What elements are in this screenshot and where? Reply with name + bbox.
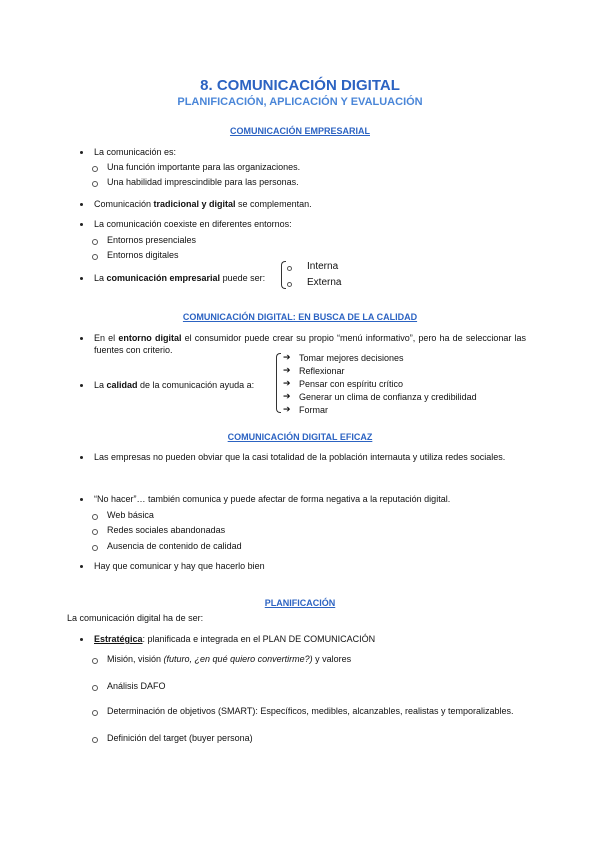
bullet-dot: [80, 638, 83, 641]
sub-list-item: Una función importante para las organizaciones.: [107, 162, 301, 172]
sub-bullet-circle: [287, 282, 292, 287]
quality-item: Generar un clima de confianza y credibilidad: [299, 392, 477, 402]
bullet-dot: [80, 565, 83, 568]
section-heading-empresarial: COMUNICACIÓN EMPRESARIAL: [229, 126, 370, 136]
section-heading-calidad: COMUNICACIÓN DIGITAL: EN BUSCA DE LA CALIDAD: [182, 312, 418, 322]
bold-text: tradicional y digital: [153, 199, 236, 209]
arrow-right-icon: ➔: [283, 404, 291, 414]
text-span: de la comunicación ayuda a:: [137, 380, 255, 390]
sub-bullet-circle: [92, 166, 98, 172]
sub-bullet-circle: [92, 239, 98, 245]
list-item: La comunicación es:: [94, 147, 177, 157]
text-span: La: [94, 273, 107, 283]
bullet-dot: [80, 337, 83, 340]
text-span: Comunicación: [94, 199, 154, 209]
sub-list-item: [107, 653, 351, 665]
arrow-right-icon: ➔: [283, 378, 291, 388]
page-subtitle: PLANIFICACIÓN, APLICACIÓN Y EVALUACIÓN: [177, 96, 423, 108]
sub-bullet-circle: [92, 254, 98, 260]
quality-item: Tomar mejores decisiones: [299, 353, 404, 363]
quality-item: Reflexionar: [299, 366, 345, 376]
bullet-dot: [80, 203, 83, 206]
bullet-dot: [80, 151, 83, 154]
bold-underline-text: Estratégica: [94, 634, 143, 644]
sub-bullet-circle: [92, 710, 98, 716]
list-item: Las empresas no pueden obviar que la casi totalidad de la población internauta y utiliza redes sociales.: [94, 452, 506, 462]
arrow-right-icon: ➔: [283, 352, 291, 362]
text-span: y valores: [312, 654, 352, 664]
list-item: La comunicación coexiste en diferentes entornos:: [94, 219, 292, 229]
text-span: La: [94, 380, 107, 390]
sub-bullet-circle: [92, 181, 98, 187]
bullet-dot: [80, 384, 83, 387]
sub-list-item: Entornos digitales: [107, 250, 179, 260]
intro-text: La comunicación digital ha de ser:: [67, 613, 204, 623]
option-interna: Interna: [307, 261, 339, 272]
list-item: Hay que comunicar y hay que hacerlo bien: [94, 561, 265, 571]
sub-bullet-circle: [92, 685, 98, 691]
sub-bullet-circle: [92, 514, 98, 520]
sub-bullet-circle: [92, 545, 98, 551]
section-heading-eficaz: COMUNICACIÓN DIGITAL EFICAZ: [227, 432, 373, 442]
text-span: el consumidor puede crear su propio “menú informativo”, pero ha de seleccionar las fuentes con criterio.: [94, 333, 526, 355]
bold-text: entorno digital: [118, 333, 182, 343]
section-heading-planificacion: PLANIFICACIÓN: [264, 598, 336, 608]
sub-list-item: Determinación de objetivos (SMART): Específicos, medibles, alcanzables, realistas y temporalizables.: [107, 706, 514, 716]
arrow-right-icon: ➔: [283, 391, 291, 401]
list-item: “No hacer”… también comunica y puede afectar de forma negativa a la reputación digital.: [94, 494, 451, 504]
bold-text: comunicación empresarial: [106, 273, 221, 283]
sub-list-item: Análisis DAFO: [107, 681, 166, 691]
sub-list-item: Entornos presenciales: [107, 235, 197, 245]
text-span: : planificada e integrada en el PLAN DE COMUNICACIÓN: [142, 634, 376, 644]
sub-list-item: Ausencia de contenido de calidad: [107, 541, 242, 551]
list-item: [94, 633, 375, 645]
bullet-dot: [80, 223, 83, 226]
italic-text: (futuro, ¿en qué quiero convertirme?): [163, 654, 313, 664]
text-span: En el: [94, 333, 119, 343]
text-span: puede ser:: [220, 273, 266, 283]
bullet-dot: [80, 277, 83, 280]
sub-bullet-circle: [92, 658, 98, 664]
text-span: Misión, visión: [107, 654, 164, 664]
arrow-right-icon: ➔: [283, 365, 291, 375]
sub-list-item: Definición del target (buyer persona): [107, 733, 253, 743]
quality-item: Pensar con espíritu crítico: [299, 379, 404, 389]
brace-icon: [276, 353, 281, 413]
sub-list-item: Una habilidad imprescindible para las personas.: [107, 177, 299, 187]
list-item: [94, 198, 312, 210]
sub-list-item: Web básica: [107, 510, 154, 520]
bullet-dot: [80, 498, 83, 501]
bold-text: calidad: [106, 380, 138, 390]
brace-icon: [281, 261, 286, 289]
quality-item: Formar: [299, 405, 328, 415]
sub-bullet-circle: [287, 266, 292, 271]
text-span: se complementan.: [235, 199, 312, 209]
sub-bullet-circle: [92, 737, 98, 743]
list-item: [94, 272, 265, 284]
page-title: 8. COMUNICACIÓN DIGITAL: [200, 77, 400, 94]
list-item: [94, 379, 254, 391]
sub-list-item: Redes sociales abandonadas: [107, 525, 226, 535]
option-externa: Externa: [307, 277, 342, 288]
sub-bullet-circle: [92, 529, 98, 535]
bullet-dot: [80, 456, 83, 459]
